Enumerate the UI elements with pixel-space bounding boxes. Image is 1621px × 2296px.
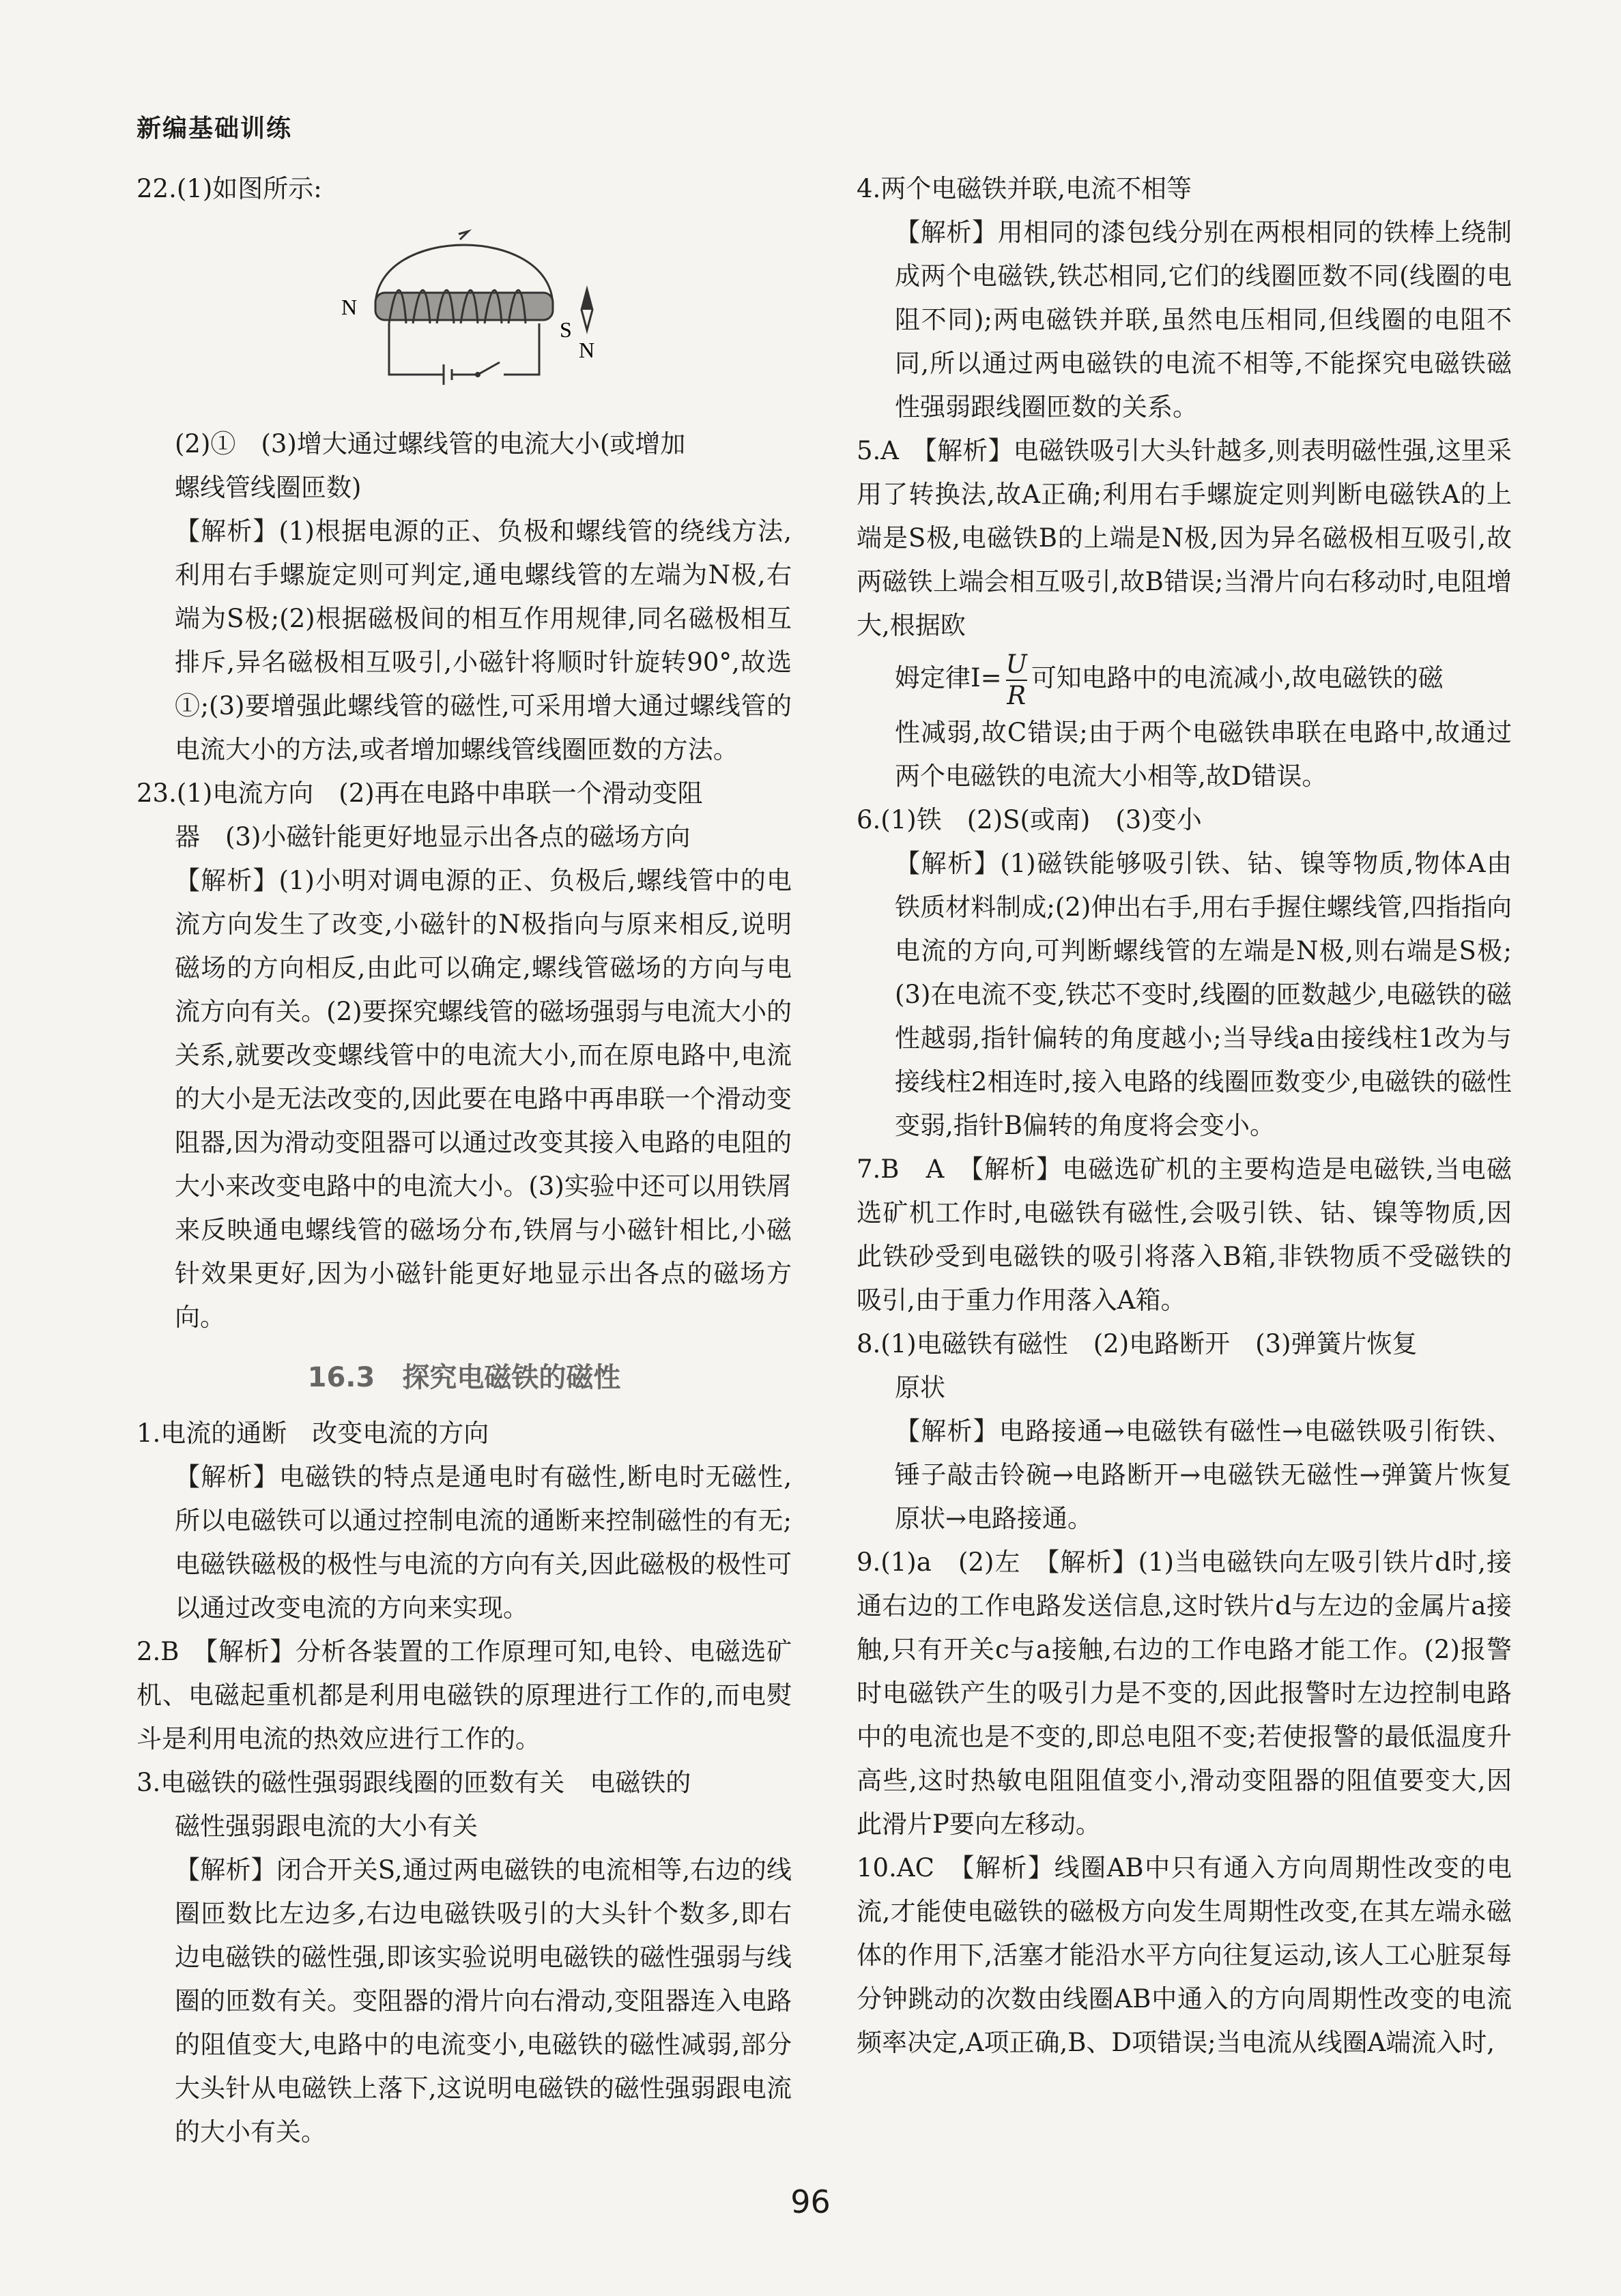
section-title: 16.3 探究电磁铁的磁性	[307, 1362, 621, 1393]
q10-answer: 10.AC 【解析】线圈AB中只有通入方向周期性改变的电流,才能使电磁铁的磁极方向发生周期性改变,在其左端永磁体的作用下,活塞才能沿水平方向往复运动,该人工心脏泵每分钟跳动的次数由线圈AB中通入的方向周期性改变的电流频率决定,A项正确,B、D项错误;当电流从线圈A端流入时,	[857, 1852, 1512, 2057]
q23-answer-line1: 23.(1)电流方向 (2)再在电路中串联一个滑动变阻	[137, 779, 703, 808]
solenoid-figure	[137, 211, 792, 422]
q6-explanation: 【解析】(1)磁铁能够吸引铁、钴、镍等物质,物体A由铁质材料制成;(2)伸出右手,用右手握住螺线管,四指指向电流的方向,可判断螺线管的左端是N极,则右端是S极;(3)在电流不变,铁芯不变时,线圈的匝数越少,电磁铁的磁性越弱,指针偏转的角度越小;当导线a由接线柱1改为与接线柱2相连时,接入电路的线圈匝数变少,电磁铁的磁性变弱,指针B偏转的角度将会变小。	[895, 848, 1512, 1140]
q3-answer-line1: 3.电磁铁的磁性强弱跟线圈的匝数有关 电磁铁的	[137, 1768, 691, 1797]
book-header: 新编基础训练	[137, 115, 293, 143]
q8-answer-line1: 8.(1)电磁铁有磁性 (2)电路断开 (3)弹簧片恢复	[857, 1328, 1418, 1358]
q1-answer: 1.电流的通断 改变电流的方向	[137, 1419, 489, 1448]
q3-explanation: 【解析】闭合开关S,通过两电磁铁的电流相等,右边的线圈匝数比左边多,右边电磁铁吸引的大头针个数多,即右边电磁铁的磁性强,即该实验说明电磁铁的磁性强弱与线圈的匝数有关。变阻器的滑片向右滑动,变阻器连入电路的阻值变大,电路中的电流变小,电磁铁的磁性减弱,部分大头针从电磁铁上落下,这说明电磁铁的磁性强弱跟电流的大小有关。	[175, 1855, 792, 2147]
q22-answer-line1: (2)① (3)增大通过螺线管的电流大小(或增加	[175, 429, 686, 459]
q6-answer: 6.(1)铁 (2)S(或南) (3)变小	[857, 804, 1202, 834]
fraction-denominator: R	[1007, 680, 1027, 710]
left-column	[137, 167, 792, 2154]
q23-explanation: 【解析】(1)小明对调电源的正、负极后,螺线管中的电流方向发生了改变,小磁针的N极指向与原来相反,说明磁场的方向相反,由此可以确定,螺线管磁场的方向与电流方向有关。(2)要探究螺线管的磁场强弱与电流大小的关系,就要改变螺线管中的电流大小,而在原电路中,电流的大小是无法改变的,因此要在电路中再串联一个滑动变阻器,因为滑动变阻器可以通过改变其接入电路的电阻的大小来改变电路中的电流大小。(3)实验中还可以用铁屑来反映通电螺线管的磁场分布,铁屑与小磁针相比,小磁针效果更好,因为小磁针能更好地显示出各点的磁场方向。	[175, 866, 792, 1332]
q1-explanation: 【解析】电磁铁的特点是通电时有磁性,断电时无磁性,所以电磁铁可以通过控制电流的通断来控制磁性的有无;电磁铁磁极的极性与电流的方向有关,因此磁极的极性可以通过改变电流的方向来实现。	[175, 1462, 792, 1623]
solenoid-diagram	[328, 211, 601, 416]
q3-answer-line2: 磁性强弱跟电流的大小有关	[175, 1812, 478, 1841]
q23-answer-line2: 器 (3)小磁针能更好地显示出各点的磁场方向	[175, 822, 691, 852]
q5-answer-part1: 5.A 【解析】电磁铁吸引大头针越多,则表明磁性强,这里采用了转换法,故A正确;利用右手螺旋定则判断电磁铁A的上端是S极,电磁铁B的上端是N极,因为异名磁极相互吸引,故两磁铁上端会相互吸引,故B错误;当滑片向右移动时,电阻增大,根据欧	[857, 436, 1512, 640]
q5-formula-suffix: 可知电路中的电流减小,故电磁铁的磁	[1031, 663, 1444, 693]
fraction-numerator: U	[1006, 650, 1027, 681]
q22-answer-line2: 螺线管线圈匝数)	[175, 473, 362, 502]
q5-answer-part2: 性减弱,故C错误;由于两个电磁铁串联在电路中,故通过两个电磁铁的电流大小相等,故D错误。	[895, 717, 1512, 791]
q22-title: 22.(1)如图所示:	[137, 174, 322, 203]
q5-formula-prefix: 姆定律I=	[895, 663, 1002, 693]
q4-answer: 4.两个电磁铁并联,电流不相等	[857, 174, 1192, 203]
q4-explanation: 【解析】用相同的漆包线分别在两根相同的铁棒上绕制成两个电磁铁,铁芯相同,它们的线圈匝数不同(线圈的电阻不同);两电磁铁并联,虽然电压相同,但线圈的电阻不同,所以通过两电磁铁的电流不相等,不能探究电磁铁磁性强弱跟线圈匝数的关系。	[895, 218, 1512, 422]
q8-answer-line2: 原状	[895, 1372, 945, 1402]
ohm-fraction	[1006, 650, 1027, 711]
q8-explanation: 【解析】电路接通→电磁铁有磁性→电磁铁吸引衔铁、锤子敲击铃碗→电路断开→电磁铁无磁性→弹簧片恢复原状→电路接通。	[895, 1416, 1512, 1533]
q22-explanation: 【解析】(1)根据电源的正、负极和螺线管的绕线方法,利用右手螺旋定则可判定,通电螺线管的左端为N极,右端为S极;(2)根据磁极间的相互作用规律,同名磁极相互排斥,异名磁极相互吸引,小磁针将顺时针旋转90°,故选①;(3)要增强此螺线管的磁性,可采用增大通过螺线管的电流大小的方法,或者增加螺线管线圈匝数的方法。	[175, 517, 792, 764]
q2-answer: 2.B 【解析】分析各装置的工作原理可知,电铃、电磁选矿机、电磁起重机都是利用电磁铁的原理进行工作的,而电熨斗是利用电流的热效应进行工作的。	[137, 1637, 792, 1754]
q7-answer: 7.B A 【解析】电磁选矿机的主要构造是电磁铁,当电磁选矿机工作时,电磁铁有磁性,会吸引铁、钴、镍等物质,因此铁砂受到电磁铁的吸引将落入B箱,非铁物质不受磁铁的吸引,由于重力作用落入A箱。	[857, 1154, 1512, 1315]
north-label-left: N	[341, 295, 358, 319]
right-column	[857, 167, 1512, 2065]
page-number: 96	[790, 2183, 831, 2220]
compass-north-label: N	[579, 338, 595, 362]
q5-formula-line	[857, 648, 1512, 711]
q9-answer: 9.(1)a (2)左 【解析】(1)当电磁铁向左吸引铁片d时,接通右边的工作电路发送信息,这时铁片d与左边的金属片a接触,只有开关c与a接触,右边的工作电路才能工作。(2)报警时电磁铁产生的吸引力是不变的,因此报警时左边控制电路中的电流也是不变的,即总电阻不变;若使报警的最低温度升高些,这时热敏电阻阻值变小,滑动变阻器的阻值要变大,因此滑片P要向左移动。	[857, 1547, 1512, 1839]
south-label: S	[560, 317, 572, 342]
